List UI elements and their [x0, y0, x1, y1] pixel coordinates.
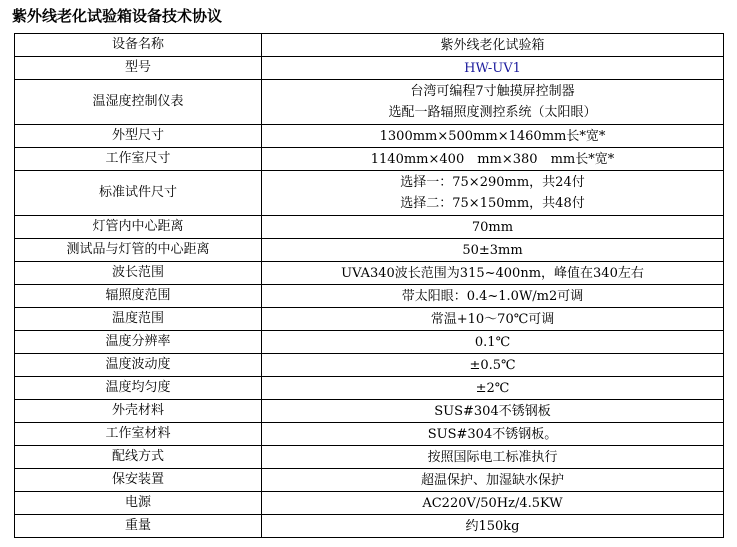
spec-name-cell: 温湿度控制仪表 — [15, 80, 262, 125]
spec-value-line: 0.1℃ — [474, 334, 511, 350]
spec-value-cell — [262, 125, 724, 148]
spec-row — [15, 57, 724, 80]
spec-value-line: 1300mm×500mm×1460mm长*宽* — [379, 128, 606, 144]
spec-row — [15, 262, 724, 285]
spec-row — [15, 216, 724, 239]
spec-value-line: SUS#304不锈钢板。 — [427, 426, 558, 442]
spec-value-line: 70mm — [471, 219, 514, 235]
spec-name-cell: 保安装置 — [15, 469, 262, 492]
spec-value-cell — [262, 216, 724, 239]
spec-name-cell: 辐照度范围 — [15, 285, 262, 308]
spec-value-line: UVA340波长范围为315~400nm，峰值在340左右 — [341, 265, 644, 281]
document-title: 紫外线老化试验箱设备技术协议 — [12, 7, 223, 25]
spec-row — [15, 331, 724, 354]
spec-value-cell — [262, 400, 724, 423]
spec-value-cell — [262, 34, 724, 57]
spec-value-line: 常温+10～70℃可调 — [430, 311, 555, 327]
spec-value-cell — [262, 331, 724, 354]
spec-value-line: 选配一路辐照度测控系统（太阳眼） — [388, 105, 597, 120]
spec-row — [15, 285, 724, 308]
spec-value-cell — [262, 57, 724, 80]
spec-name-cell: 波长范围 — [15, 262, 262, 285]
spec-value-cell — [262, 423, 724, 446]
spec-row — [15, 80, 724, 125]
spec-row — [15, 515, 724, 538]
spec-value-cell — [262, 148, 724, 171]
spec-value-cell — [262, 377, 724, 400]
spec-value-line: ±0.5℃ — [469, 357, 516, 373]
spec-name-cell: 温度范围 — [15, 308, 262, 331]
spec-value-line: ±2℃ — [475, 380, 510, 396]
spec-row — [15, 469, 724, 492]
spec-value-cell — [262, 308, 724, 331]
spec-row — [15, 34, 724, 57]
spec-name-cell: 工作室材料 — [15, 423, 262, 446]
spec-value-line: 超温保护、加湿缺水保护 — [420, 472, 564, 488]
spec-row — [15, 423, 724, 446]
spec-name-cell: 温度分辨率 — [15, 331, 262, 354]
spec-row — [15, 171, 724, 216]
spec-name-cell: 温度波动度 — [15, 354, 262, 377]
spec-value-cell — [262, 492, 724, 515]
spec-name-cell: 测试品与灯管的中心距离 — [15, 239, 262, 262]
spec-value-line: 约150kg — [465, 518, 520, 534]
spec-value-cell — [262, 80, 724, 125]
spec-value-cell — [262, 515, 724, 538]
spec-table — [14, 33, 724, 538]
spec-name-cell: 设备名称 — [15, 34, 262, 57]
spec-value-line: 选择二：75×150mm，共48付 — [400, 196, 585, 211]
spec-name-cell: 标准试件尺寸 — [15, 171, 262, 216]
spec-row — [15, 400, 724, 423]
spec-row — [15, 492, 724, 515]
spec-name-cell: 电源 — [15, 492, 262, 515]
spec-value-line: 带太阳眼：0.4~1.0W/m2可调 — [401, 288, 584, 304]
spec-name-cell: 灯管内中心距离 — [15, 216, 262, 239]
spec-value-line: 按照国际电工标准执行 — [427, 449, 558, 465]
spec-value-cell — [262, 469, 724, 492]
spec-row — [15, 354, 724, 377]
spec-name-cell: 外壳材料 — [15, 400, 262, 423]
spec-value-line: 紫外线老化试验箱 — [440, 37, 545, 53]
spec-value-line: 台湾可编程7寸触摸屏控制器 — [410, 84, 575, 99]
spec-name-cell: 型号 — [15, 57, 262, 80]
spec-value-line: 选择一：75×290mm，共24付 — [400, 175, 585, 190]
spec-value-cell — [262, 171, 724, 216]
spec-value-cell — [262, 262, 724, 285]
spec-row — [15, 148, 724, 171]
spec-name-cell: 温度均匀度 — [15, 377, 262, 400]
spec-value-line: 1140mm×400 mm×380 mm长*宽* — [370, 151, 615, 167]
spec-row — [15, 377, 724, 400]
spec-name-cell: 工作室尺寸 — [15, 148, 262, 171]
spec-value-cell — [262, 446, 724, 469]
spec-table-body — [15, 34, 724, 538]
spec-row — [15, 446, 724, 469]
spec-row — [15, 239, 724, 262]
spec-row — [15, 125, 724, 148]
spec-value-cell — [262, 285, 724, 308]
spec-value-line: HW-UV1 — [464, 60, 521, 76]
spec-name-cell: 外型尺寸 — [15, 125, 262, 148]
spec-row — [15, 308, 724, 331]
spec-name-cell: 配线方式 — [15, 446, 262, 469]
spec-value-line: 50±3mm — [462, 242, 523, 258]
spec-name-cell: 重量 — [15, 515, 262, 538]
spec-value-cell — [262, 354, 724, 377]
spec-value-line: AC220V/50Hz/4.5KW — [422, 495, 563, 511]
spec-value-line: SUS#304不锈钢板 — [434, 403, 551, 419]
spec-value-cell — [262, 239, 724, 262]
